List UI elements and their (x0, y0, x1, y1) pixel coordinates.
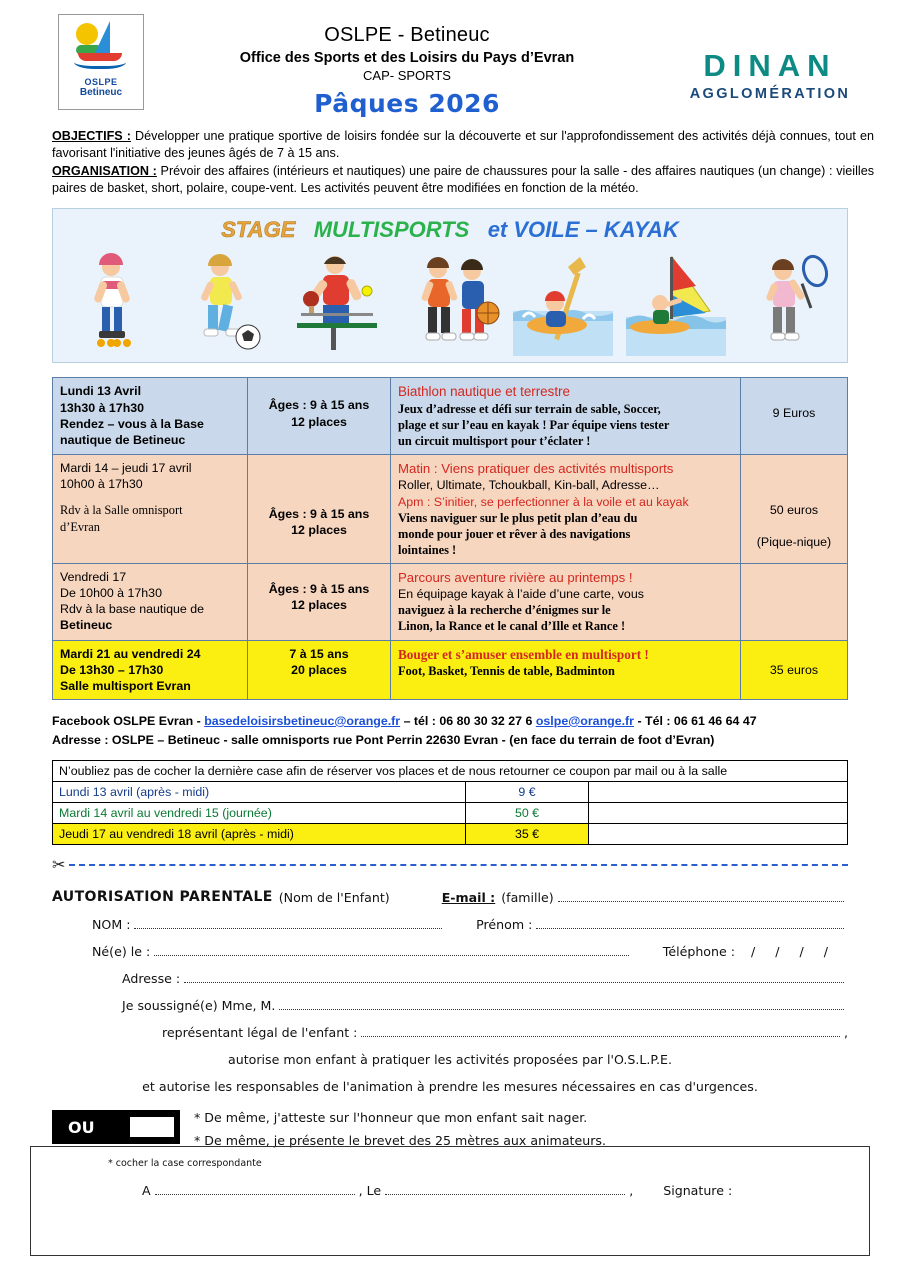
coupon-label: Mardi 14 avril au vendredi 15 (journée) (53, 803, 466, 824)
contact-block (52, 712, 848, 750)
tel-sep-3: / (799, 944, 804, 960)
kayak-icon (513, 251, 613, 356)
reservation-coupon (52, 760, 848, 845)
representant-field[interactable] (361, 1036, 840, 1037)
coupon-row (53, 824, 848, 845)
desc-line: naviguez à la recherche d’énigmes sur le (398, 603, 611, 618)
nom-label: NOM : (92, 917, 131, 933)
places-line: 12 places (291, 523, 347, 538)
tel-sep-1: / (751, 944, 756, 960)
form-title: AUTORISATION PARENTALE (52, 889, 273, 906)
soussigne-label: Je soussigné(e) Mme, M. (122, 998, 276, 1014)
signature-row: A , Le , Signature : (52, 1183, 848, 1198)
form-title-sub: (Nom de l'Enfant) (278, 890, 390, 906)
coupon-row (53, 782, 848, 803)
page-subtitle: Office des Sports et des Loisirs du Pays d’Evran (239, 50, 575, 66)
stage-banner (52, 208, 848, 363)
desc-line: monde pour jouer et rêver à des navigations (398, 526, 631, 541)
ou-checkbox-group[interactable] (52, 1110, 180, 1144)
when-line: De 10h00 à 17h30 (60, 586, 162, 601)
table-row (53, 455, 848, 564)
row-price (741, 640, 848, 699)
email-sub: (famille) (501, 890, 554, 906)
when-line: Betineuc (60, 618, 113, 633)
desc-line: Viens naviguer sur le plus petit plan d’eau du (398, 510, 638, 525)
when-line: Vendredi 17 (60, 570, 127, 585)
row-description (391, 455, 741, 564)
row-price (741, 378, 848, 455)
desc-line: Apm : S’initier, se perfectionner à la voile et au kayak (398, 494, 689, 509)
coupon-checkbox-cell[interactable] (589, 824, 848, 845)
objectifs-paragraph (52, 128, 874, 161)
a-label: A (142, 1183, 151, 1199)
adresse-label: Adresse : (122, 971, 181, 987)
ne-le-field[interactable] (154, 955, 629, 956)
coupon-label: Jeudi 17 au vendredi 18 avril (après - midi) (53, 824, 466, 845)
banner-word-voile-kayak: et VOILE – KAYAK (487, 217, 679, 243)
dashed-divider (69, 864, 848, 866)
when-line: Salle multisport Evran (60, 678, 191, 693)
when-line: Rdv à la base nautique de (60, 602, 204, 617)
desc-line: lointaines ! (398, 542, 457, 557)
table-row (53, 564, 848, 641)
coupon-price: 50 € (466, 803, 589, 824)
coupon-checkbox-cell[interactable] (589, 803, 848, 824)
organisation-paragraph (52, 163, 874, 196)
page-title: OSLPE - Betineuc (324, 24, 490, 46)
oslpe-logo-icon (72, 19, 130, 75)
when-line: d’Evran (60, 519, 100, 534)
when-line: Lundi 13 Avril (60, 384, 142, 399)
autorise-line-1: autorise mon enfant à pratiquer les activités proposées par l'O.S.L.P.E. (228, 1052, 672, 1068)
nom-row (52, 917, 848, 932)
coupon-checkbox-cell[interactable] (589, 782, 848, 803)
representant-row: représentant légal de l'enfant : , (162, 1025, 848, 1041)
tel-sep-4: / (823, 944, 828, 960)
price-value: 9 Euros (772, 406, 816, 421)
facebook-label: Facebook OSLPE Evran - (52, 713, 205, 728)
coupon-header-row (53, 761, 848, 782)
email-link-oslpe[interactable]: oslpe@orange.fr (535, 713, 634, 728)
when-line: 13h30 à 17h30 (60, 400, 145, 415)
nom-field[interactable] (134, 928, 442, 929)
attestation-1: * De même, j'atteste sur l'honneur que mon enfant sait nager. (194, 1110, 588, 1126)
desc-title: Matin : Viens pratiquer des activités multisports (398, 461, 674, 477)
when-line: Rendez – vous à la Base (60, 416, 204, 431)
places-line: 20 places (291, 662, 347, 677)
dinan-wordmark: DINAN (703, 48, 837, 83)
ages-line: 7 à 15 ans (289, 646, 349, 661)
attestation-2: * De même, je présente le brevet des 25 mètres aux animateurs. (194, 1133, 606, 1149)
le-label: , Le (358, 1183, 382, 1199)
prenom-label: Prénom : (476, 917, 533, 933)
when-line: 10h00 à 17h30 (60, 477, 143, 492)
prenom-field[interactable] (536, 928, 844, 929)
coupon-row (53, 803, 848, 824)
header (0, 0, 900, 118)
ages-line: Âges : 9 à 15 ans (268, 507, 370, 522)
telephone-label: Téléphone : (662, 944, 735, 960)
signature-frame (30, 1146, 870, 1256)
places-line: 12 places (291, 598, 347, 613)
logo-line1: OSLPE (84, 77, 118, 87)
contact-line-1 (52, 712, 848, 731)
phone-2: - Tél : 06 61 46 64 47 (634, 713, 757, 728)
adresse-row (52, 971, 848, 986)
dinan-subtitle: AGGLOMÉRATION (689, 86, 851, 102)
row-price (741, 564, 848, 641)
table-row (53, 640, 848, 699)
banner-word-multisports: MULTISPORTS (313, 217, 470, 243)
ages-line: Âges : 9 à 15 ans (268, 398, 370, 413)
desc-line: plage et sur l’eau en kayak ! Par équipe viens tester (398, 417, 670, 432)
checkbox-note: * cocher la case correspondante (108, 1158, 262, 1170)
row-when (53, 455, 248, 564)
when-line: Rdv à la Salle omnisport (60, 503, 183, 518)
schedule-table (52, 377, 848, 699)
banner-word-stage: STAGE (221, 217, 296, 243)
table-tennis-icon (287, 251, 387, 356)
soussigne-row (52, 998, 848, 1013)
places-line: 12 places (291, 414, 347, 429)
coupon-header: N’oubliez pas de cocher la dernière case afin de réserver vos places et de nous retourner ce coupon par mail ou à la salle (53, 761, 848, 782)
ne-le-label: Né(e) le : (92, 944, 151, 960)
football-icon (174, 251, 274, 356)
objectifs-text: Développer une pratique sportive de loisirs fondée sur la découverte et sur l'approfondissement des activités déjà connues, tout en favorisant l'initiative des jeunes âgés de 7 à 15 ans. (52, 129, 874, 160)
soussigne-field[interactable] (279, 1009, 844, 1010)
row-when (53, 640, 248, 699)
when-line: De 13h30 – 17h30 (60, 662, 164, 677)
scissors-icon: ✂ (52, 857, 66, 875)
price-value: 35 euros (769, 662, 819, 677)
basketball-icon (400, 251, 500, 356)
price-note: (Pique-nique) (756, 535, 832, 550)
table-row (53, 378, 848, 455)
row-description (391, 564, 741, 641)
ou-empty-box[interactable] (130, 1117, 174, 1137)
contact-line-2: Adresse : OSLPE – Betineuc - salle omnisports rue Pont Perrin 22630 Evran - (en face du terrain de foot d’Evran) (52, 733, 715, 748)
desc-title: Bouger et s’amuser ensemble en multisport ! (398, 646, 649, 662)
adresse-field[interactable] (184, 982, 844, 983)
row-ages (248, 640, 391, 699)
row-price (741, 455, 848, 564)
coupon-label: Lundi 13 avril (après - midi) (53, 782, 466, 803)
row-when (53, 564, 248, 641)
desc-line: Roller, Ultimate, Tchoukball, Kin-ball, Adresse… (398, 478, 660, 493)
windsurf-icon (626, 251, 726, 356)
price-value: 50 euros (769, 503, 819, 518)
row-description (391, 378, 741, 455)
ou-label: OU (68, 1117, 95, 1137)
phone-1: – tél : 06 80 30 32 27 6 (400, 713, 536, 728)
desc-title: Parcours aventure rivière au printemps ! (398, 570, 633, 586)
when-line: nautique de Betineuc (60, 432, 186, 447)
coupon-price: 9 € (466, 782, 589, 803)
autorise-line-2: et autorise les responsables de l'animation à prendre les mesures nécessaires en cas d'urgences. (142, 1079, 758, 1095)
when-line: Mardi 14 – jeudi 17 avril (60, 461, 192, 476)
oslpe-logo (58, 14, 144, 110)
desc-line: En équipage kayak à l’aide d’une carte, vous (398, 587, 644, 602)
desc-line: un circuit multisport pour t’éclater ! (398, 434, 591, 449)
desc-title: Biathlon nautique et terrestre (398, 384, 570, 400)
ages-line: Âges : 9 à 15 ans (268, 582, 370, 597)
desc-line: Jeux d’adresse et défi sur terrain de sable, Soccer, (398, 401, 661, 416)
banner-illustrations (53, 245, 847, 362)
row-when (53, 378, 248, 455)
badminton-icon (739, 251, 839, 356)
email-field[interactable] (558, 901, 844, 902)
desc-line: Foot, Basket, Tennis de table, Badminton (398, 663, 615, 678)
email-label: E-mail : (441, 890, 496, 906)
row-ages (248, 455, 391, 564)
desc-line: Linon, la Rance et le canal d’Ille et Rance ! (398, 619, 626, 634)
title-block (144, 14, 670, 118)
season-title: Pâques 2026 (314, 89, 500, 118)
cut-line (52, 855, 848, 875)
row-description (391, 640, 741, 699)
email-link-base[interactable]: basedeloisirsbetineuc@orange.fr (204, 713, 401, 728)
naissance-row (52, 944, 848, 959)
when-line: Mardi 21 au vendredi 24 (60, 646, 201, 661)
dinan-logo (670, 14, 870, 102)
organisation-text: Prévoir des affaires (intérieurs et nautiques) une paire de chaussures pour la salle - des affaires nautiques (un change) : vieilles paires de basket, short, polaire, coupe-vent. Les activités peuvent être modifiées en fonction de la météo. (52, 164, 875, 195)
roller-skating-icon (61, 251, 161, 356)
coupon-price: 35 € (466, 824, 589, 845)
objectifs-label: OBJECTIFS : (52, 129, 131, 143)
tel-sep-2: / (775, 944, 780, 960)
row-ages (248, 378, 391, 455)
representant-label: représentant légal de l'enfant : (162, 1025, 358, 1041)
logo-line2: Betineuc (79, 87, 123, 98)
row-ages (248, 564, 391, 641)
banner-title (53, 209, 847, 245)
organisation-label: ORGANISATION : (52, 164, 157, 179)
signature-label: Signature : (663, 1183, 733, 1199)
page-subtitle-2: CAP- SPORTS (363, 68, 451, 83)
intro-text (52, 128, 874, 196)
